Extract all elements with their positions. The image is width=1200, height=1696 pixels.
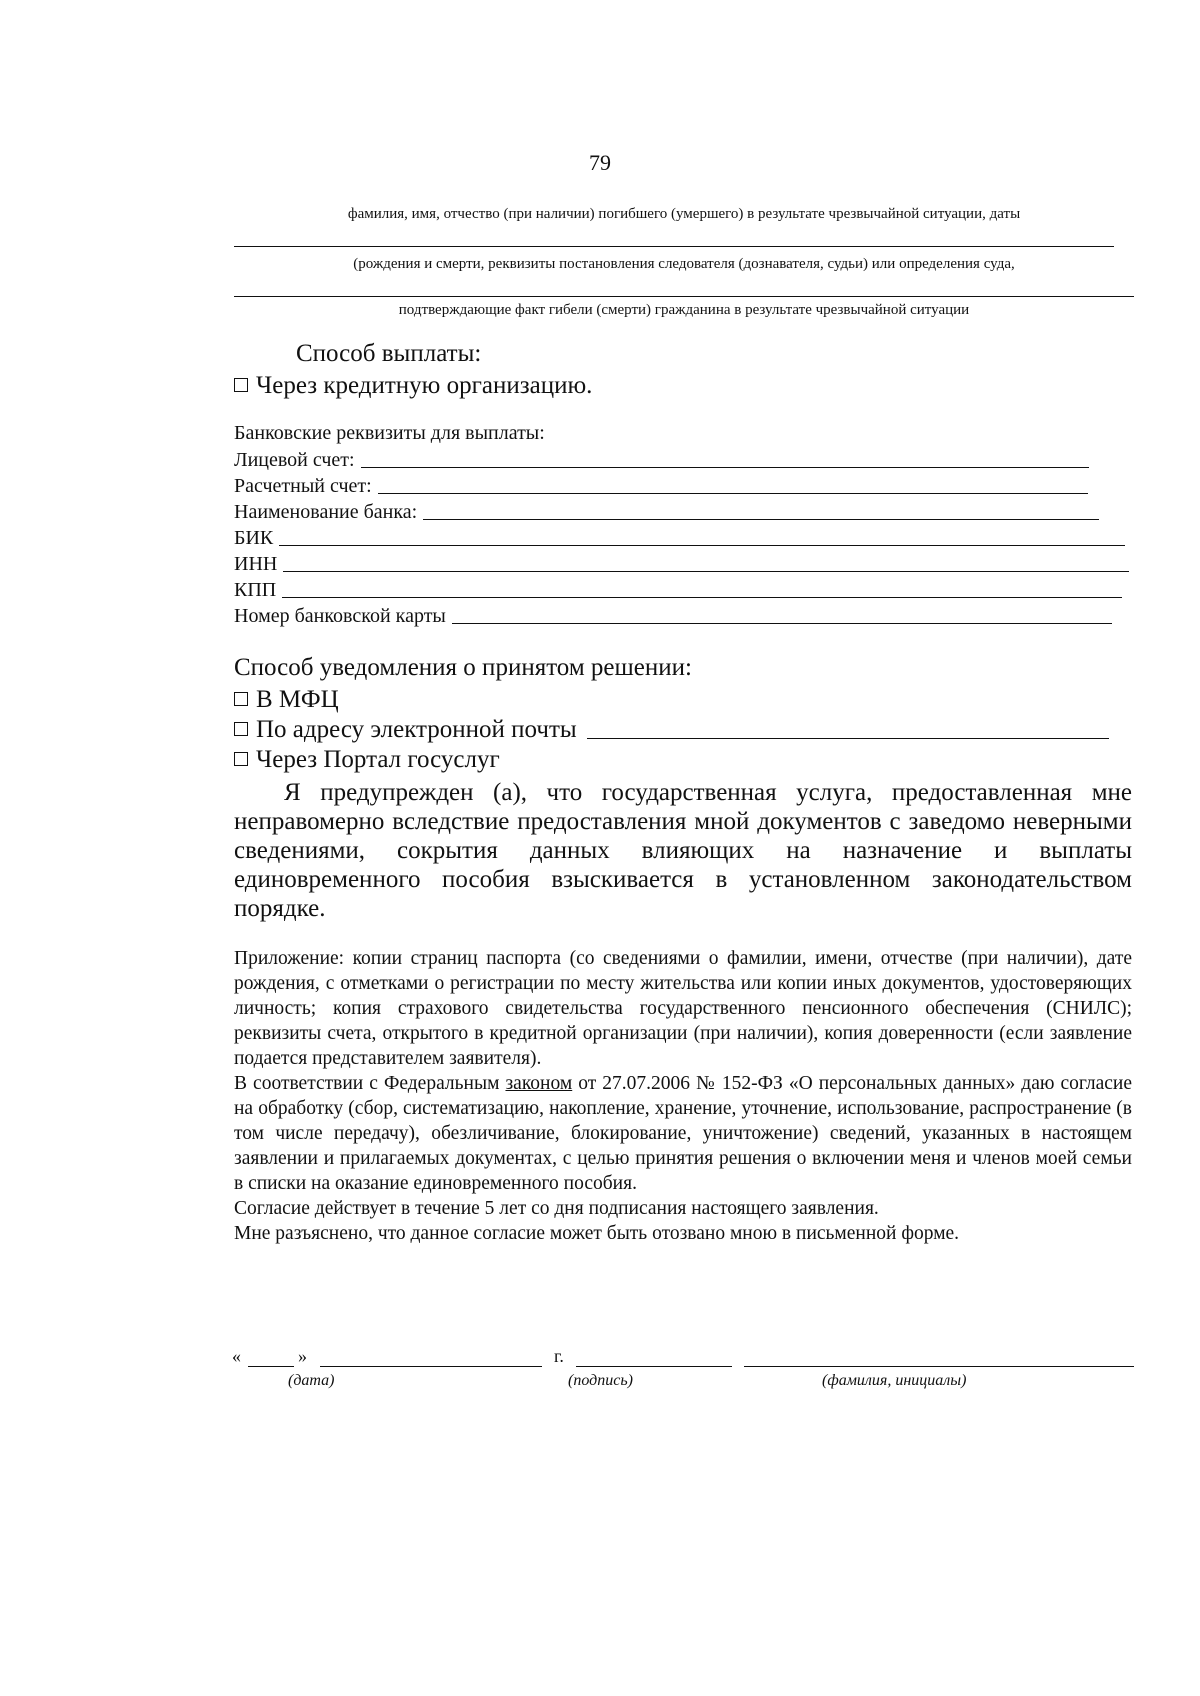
bik-input[interactable] <box>279 545 1125 546</box>
notification-title: Способ уведомления о принятом решении: <box>234 654 692 681</box>
signature-caption: (подпись) <box>568 1372 633 1389</box>
full-name-input[interactable] <box>744 1366 1134 1367</box>
field-label: Наименование банка: <box>234 501 418 523</box>
bank-field-inn[interactable] <box>234 552 1129 576</box>
warning-paragraph <box>234 778 1132 923</box>
checkbox-icon[interactable] <box>234 692 248 706</box>
date-close-quote: » <box>298 1346 307 1366</box>
bank-field-bank-name[interactable] <box>234 500 1099 524</box>
notification-option-label: В МФЦ <box>256 686 339 713</box>
checkbox-icon[interactable] <box>234 722 248 736</box>
consent-text-end: от 27.07.2006 № 152-ФЗ «О персональных данных» даю согласие на обработку (сбор, систематизацию, накопление, хранение, уточнение, использование, распространение (в том числе передачу), обезличивание, блокирование, уничтожение) сведений, указанных в настоящем заявлении и прилагаемых документах, с целью принятия решения о включении меня и членов моей семьи в списки на оказание единовременного пособия. <box>234 1073 1133 1194</box>
appendix-block <box>234 946 1132 1246</box>
consent-text-start: В соответствии с Федеральным <box>234 1073 506 1094</box>
notification-option-label: Через Портал госуслуг <box>256 746 500 773</box>
consent-revocation: Мне разъяснено, что данное согласие может быть отозвано мною в письменной форме. <box>234 1223 960 1244</box>
bank-field-settlement-account[interactable] <box>234 474 1088 498</box>
payment-option-label: Через кредитную организацию. <box>256 372 593 399</box>
date-day-input[interactable] <box>248 1366 294 1367</box>
payment-method-title: Способ выплаты: <box>296 340 482 367</box>
bank-name-input[interactable] <box>423 519 1099 520</box>
inn-input[interactable] <box>283 571 1129 572</box>
year-suffix: г. <box>554 1346 564 1366</box>
consent-term: Согласие действует в течение 5 лет со дня подписания настоящего заявления. <box>234 1198 879 1219</box>
field-label: Лицевой счет: <box>234 449 355 471</box>
checkbox-icon[interactable] <box>234 752 248 766</box>
field-label: ИНН <box>234 553 278 575</box>
header-rule-1 <box>234 246 1114 247</box>
date-open-quote: « <box>232 1346 241 1366</box>
bank-field-bik[interactable] <box>234 526 1125 550</box>
field-label: БИК <box>234 527 274 549</box>
notification-option-label: По адресу электронной почты <box>256 716 577 743</box>
notification-option-gosuslugi[interactable] <box>234 746 500 774</box>
payment-option-credit-org[interactable] <box>234 372 592 400</box>
kpp-input[interactable] <box>282 597 1122 598</box>
name-caption: (фамилия, инициалы) <box>822 1372 967 1389</box>
checkbox-icon[interactable] <box>234 378 248 392</box>
bank-details-title: Банковские реквизиты для выплаты: <box>234 422 545 444</box>
bank-field-card-number[interactable] <box>234 604 1112 628</box>
settlement-account-input[interactable] <box>378 493 1088 494</box>
date-caption: (дата) <box>288 1372 335 1389</box>
header-line-3: подтверждающие факт гибели (смерти) гражданина в результате чрезвычайной ситуации <box>398 302 970 318</box>
bank-field-kpp[interactable] <box>234 578 1122 602</box>
bank-field-personal-account[interactable] <box>234 448 1089 472</box>
header-line-1: фамилия, имя, отчество (при наличии) погибшего (умершего) в результате чрезвычайной ситуации, даты <box>347 206 1021 222</box>
warning-text: Я предупрежден (а), что государственная услуга, предоставленная мне неправомерно вследствие предоставления мной документов с заведомо неверными сведениями, сокрытия данных влияющих на назначение и выплаты единовременного пособия взыскивается в установленном законодательством порядке. <box>234 779 1132 922</box>
field-label: Номер банковской карты <box>234 605 446 627</box>
personal-account-input[interactable] <box>361 467 1089 468</box>
notification-option-mfc[interactable] <box>234 686 339 714</box>
date-month-input[interactable] <box>320 1366 542 1367</box>
card-number-input[interactable] <box>452 623 1112 624</box>
header-line-2: (рождения и смерти, реквизиты постановления следователя (дознавателя, судьи) или определения суда, <box>353 256 1015 272</box>
law-link[interactable]: законом <box>505 1073 573 1094</box>
page-number: 79 <box>589 150 611 175</box>
field-label: КПП <box>234 579 277 601</box>
header-rule-2 <box>234 296 1134 297</box>
appendix-paragraph: Приложение: копии страниц паспорта (со сведениями о фамилии, имени, отчестве (при наличии), дате рождения, с отметками о регистрации по месту жительства или копии иных документов, удостоверяющих личность; копия страхового свидетельства государственного пенсионного обеспечения (СНИЛС); реквизиты счета, открытого в кредитной организации (при наличии), копия доверенности (если заявление подается представителем заявителя). <box>234 948 1132 1069</box>
email-input[interactable] <box>587 738 1109 739</box>
consent-paragraph <box>234 1071 1132 1196</box>
signature-input[interactable] <box>576 1366 732 1367</box>
notification-option-email[interactable] <box>234 716 1109 744</box>
field-label: Расчетный счет: <box>234 475 372 497</box>
